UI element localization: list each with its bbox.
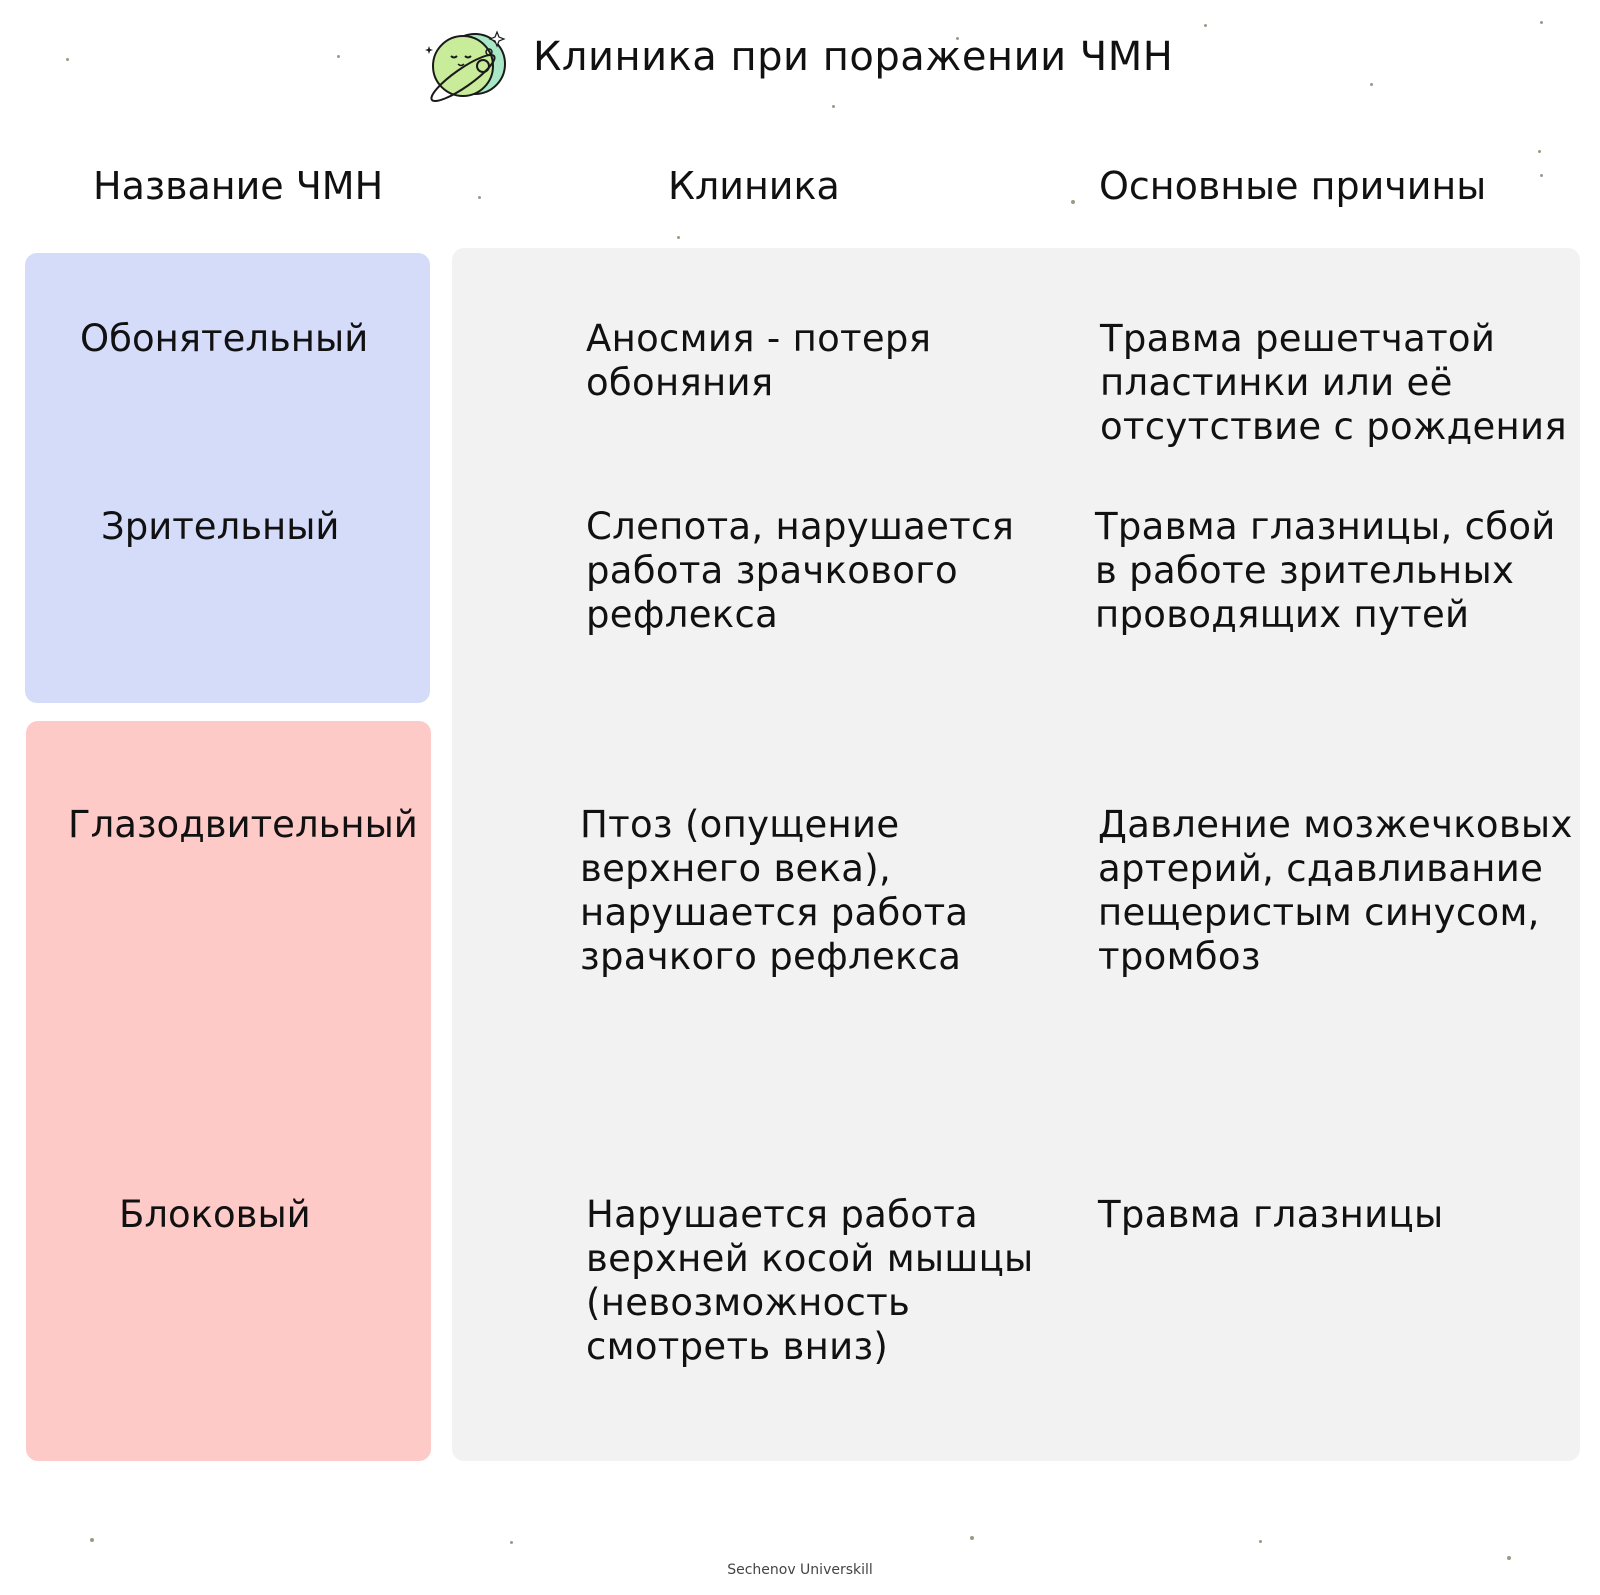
decor-dot xyxy=(1507,1556,1511,1560)
causes-text: Травма решетчатой пластинки или её отсутствие с рождения xyxy=(1100,317,1567,448)
decor-dot xyxy=(1538,150,1541,153)
causes-text: Травма глазницы, сбой в работе зрительных проводящих путей xyxy=(1095,505,1556,636)
decor-dot xyxy=(1259,1540,1262,1543)
nerve-name: Зрительный xyxy=(101,505,340,548)
decor-dot xyxy=(337,55,340,58)
header-clinic: Клиника xyxy=(668,164,840,208)
clinic-text: Аносмия - потеря обоняния xyxy=(586,317,932,404)
decor-dot xyxy=(970,1536,974,1540)
decor-dot xyxy=(1204,24,1207,27)
decor-dot xyxy=(1071,200,1075,204)
causes-text: Травма глазницы xyxy=(1098,1193,1444,1236)
clinic-text: Нарушается работа верхней косой мышцы (невозможность смотреть вниз) xyxy=(586,1193,1034,1368)
causes-text: Давление мозжечковых артерий, сдавливание пещеристым синусом, тромбоз xyxy=(1098,803,1573,978)
nerve-name: Блоковый xyxy=(119,1193,311,1236)
clinic-text: Птоз (опущение верхнего века), нарушается работа зрачкого рефлекса xyxy=(580,803,969,978)
decor-dot xyxy=(478,196,481,199)
nerve-name: Обонятельный xyxy=(80,317,369,360)
header-name: Название ЧМН xyxy=(93,164,384,208)
planet-mascot-icon xyxy=(423,26,513,106)
page-title: Клиника при поражении ЧМН xyxy=(533,34,1174,80)
decor-dot xyxy=(66,58,69,61)
decor-dot xyxy=(1540,21,1543,24)
clinic-text: Слепота, нарушается работа зрачкового рефлекса xyxy=(586,505,1015,636)
nerve-name: Глазодвительный xyxy=(68,803,418,846)
decor-dot xyxy=(90,1538,94,1542)
decor-dot xyxy=(1540,174,1543,177)
footer-credit: Sechenov Universkill xyxy=(727,1562,873,1578)
header-causes: Основные причины xyxy=(1099,164,1487,208)
decor-dot xyxy=(832,105,835,108)
decor-dot xyxy=(510,1541,513,1544)
decor-dot xyxy=(1370,83,1373,86)
decor-dot xyxy=(677,236,680,239)
